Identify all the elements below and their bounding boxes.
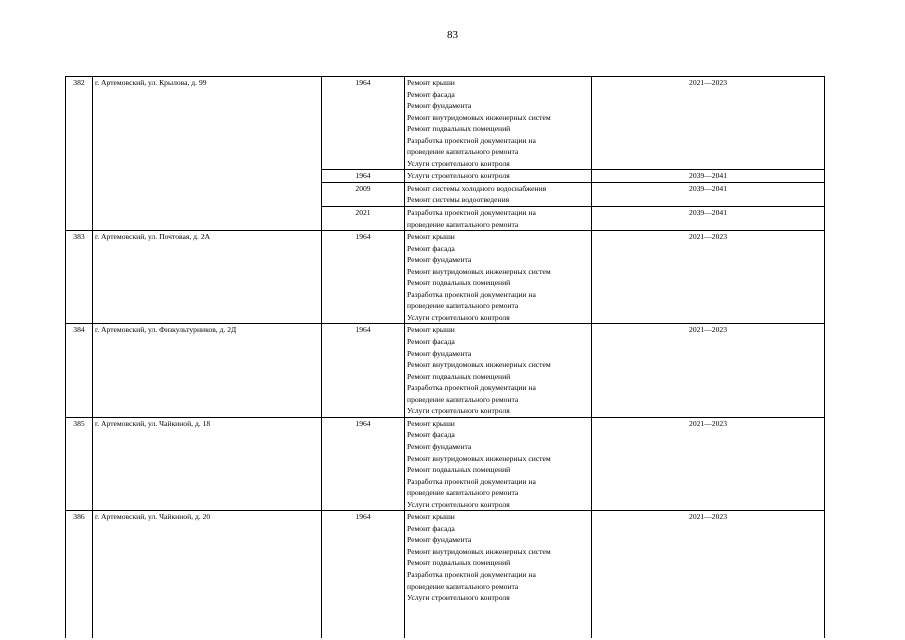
work-item: Ремонт фасада — [407, 89, 455, 99]
work-item: Ремонт крыши — [407, 418, 455, 428]
work-item: Услуги строительного контроля — [407, 158, 510, 168]
address-cell: г. Артемовский, ул. Физкультурников, д. 2Д — [93, 324, 322, 417]
year-cell: 1964 — [322, 77, 405, 170]
work-item: Разработка проектной документации на — [407, 135, 536, 145]
address-cell: г. Артемовский, ул. Чайкиной, д. 18 — [93, 417, 322, 510]
row-number-cell: 382 — [66, 77, 93, 231]
period-cell: 2021—2023 — [592, 77, 825, 170]
work-item: Ремонт фундамента — [407, 535, 472, 545]
works-cell — [405, 170, 592, 183]
work-item: Ремонт крыши — [407, 78, 455, 87]
address-cell: г. Артемовский, ул. Почтовая, д. 2А — [93, 231, 322, 324]
work-item: Услуги строительного контроля — [407, 406, 510, 416]
work-item: Ремонт фасада — [407, 430, 455, 440]
work-item: Ремонт подвальных помещений — [407, 465, 511, 475]
work-item: Услуги строительного контроля — [407, 312, 510, 322]
works-cell — [405, 182, 592, 206]
work-item: Ремонт крыши — [407, 232, 455, 242]
work-item: Разработка проектной документации на — [407, 569, 536, 579]
work-item: Ремонт крыши — [407, 325, 455, 335]
work-item: Услуги строительного контроля — [407, 593, 510, 603]
work-item: Услуги строительного контроля — [407, 171, 510, 181]
year-cell: 2021 — [322, 207, 405, 231]
year-cell: 1964 — [322, 417, 405, 510]
work-item: Ремонт подвальных помещений — [407, 371, 511, 381]
work-item: Ремонт подвальных помещений — [407, 558, 511, 568]
works-cell — [405, 417, 592, 510]
table-row — [66, 77, 825, 170]
work-item: Услуги строительного контроля — [407, 499, 510, 509]
work-item: Ремонт фундамента — [407, 348, 472, 358]
work-item: Ремонт системы водоотведения — [407, 195, 510, 205]
work-item: Разработка проектной документации на — [407, 476, 536, 486]
repair-schedule-table — [65, 76, 825, 638]
work-item: Разработка проектной документации на — [407, 383, 536, 393]
period-cell: 2021—2023 — [592, 511, 825, 639]
table-row — [66, 511, 825, 639]
period-cell: 2021—2023 — [592, 417, 825, 510]
row-number-cell: 385 — [66, 417, 93, 510]
works-cell — [405, 207, 592, 231]
year-cell: 1964 — [322, 231, 405, 324]
work-item: Ремонт внутридомовых инженерных систем — [407, 453, 551, 463]
work-item: Ремонт внутридомовых инженерных систем — [407, 546, 551, 556]
works-cell — [405, 231, 592, 324]
works-cell — [405, 324, 592, 417]
row-number-cell: 383 — [66, 231, 93, 324]
work-item: Ремонт фасада — [407, 337, 455, 347]
row-number-cell: 384 — [66, 324, 93, 417]
work-item: Ремонт подвальных помещений — [407, 278, 511, 288]
page-number: 83 — [447, 29, 458, 41]
work-item: проведение капитального ремонта — [407, 581, 519, 591]
work-item: Ремонт внутридомовых инженерных систем — [407, 360, 551, 370]
work-item: проведение капитального ремонта — [407, 301, 519, 311]
year-cell: 1964 — [322, 170, 405, 183]
work-item: Ремонт подвальных помещений — [407, 124, 511, 134]
work-item: проведение капитального ремонта — [407, 219, 519, 229]
work-item: Ремонт фасада — [407, 243, 455, 253]
work-item: Ремонт фундамента — [407, 255, 472, 265]
period-cell: 2021—2023 — [592, 324, 825, 417]
works-cell — [405, 77, 592, 170]
work-item: Ремонт системы холодного водоснабжения — [407, 183, 547, 193]
work-item: Ремонт фундамента — [407, 441, 472, 451]
address-cell: г. Артемовский, ул. Крылова, д. 99 — [93, 77, 322, 231]
address-cell: г. Артемовский, ул. Чайкиной, д. 20 — [93, 511, 322, 639]
table-row — [66, 324, 825, 417]
work-item: Ремонт фасада — [407, 523, 455, 533]
work-item: Ремонт внутридомовых инженерных систем — [407, 266, 551, 276]
work-item: проведение капитального ремонта — [407, 147, 519, 157]
row-number-cell: 386 — [66, 511, 93, 639]
period-cell: 2039—2041 — [592, 182, 825, 206]
work-item: Разработка проектной документации на — [407, 289, 536, 299]
table-row — [66, 417, 825, 510]
year-cell: 1964 — [322, 511, 405, 639]
works-cell — [405, 511, 592, 639]
period-cell: 2021—2023 — [592, 231, 825, 324]
period-cell: 2039—2041 — [592, 170, 825, 183]
work-item: Разработка проектной документации на — [407, 208, 536, 218]
year-cell: 2009 — [322, 182, 405, 206]
period-cell: 2039—2041 — [592, 207, 825, 231]
work-item: Ремонт крыши — [407, 512, 455, 522]
year-cell: 1964 — [322, 324, 405, 417]
work-item: проведение капитального ремонта — [407, 488, 519, 498]
work-item: проведение капитального ремонта — [407, 394, 519, 404]
work-item: Ремонт внутридомовых инженерных систем — [407, 112, 551, 122]
table-row — [66, 231, 825, 324]
work-item: Ремонт фундамента — [407, 101, 472, 111]
